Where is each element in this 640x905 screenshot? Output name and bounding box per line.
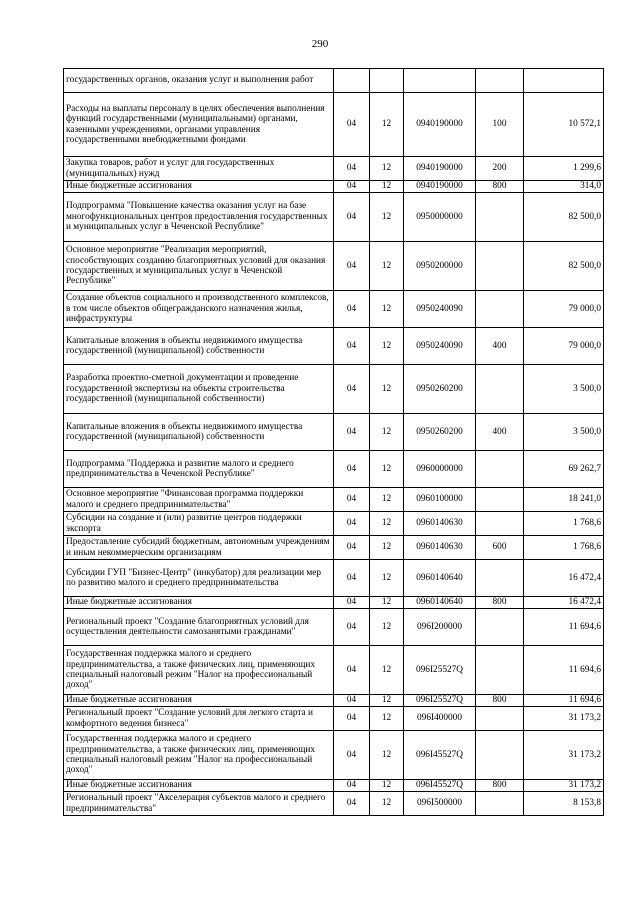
- row-target-article: 0940190000: [404, 181, 476, 193]
- row-name: Государственная поддержка малого и среднего предпринимательства, а также физических лиц, применяющих специальный налоговый режим "Налог на профессиональный доход": [64, 646, 334, 695]
- row-amount: 8 153,8: [524, 792, 604, 816]
- row-target-article: 0950260200: [404, 414, 476, 451]
- table-row: [64, 560, 604, 597]
- row-subsection-code: 12: [370, 512, 404, 536]
- table-row: [64, 536, 604, 560]
- row-name: Закупка товаров, работ и услуг для государственных (муниципальных) нужд: [64, 157, 334, 181]
- row-expense-type: 400: [476, 414, 524, 451]
- row-amount: 79 000,0: [524, 291, 604, 328]
- row-target-article: 0960140630: [404, 536, 476, 560]
- row-section-code: 04: [334, 695, 370, 707]
- row-subsection-code: 12: [370, 328, 404, 365]
- row-amount: 82 500,0: [524, 242, 604, 291]
- row-amount: [524, 69, 604, 93]
- row-amount: 1 768,6: [524, 536, 604, 560]
- row-subsection-code: 12: [370, 560, 404, 597]
- row-expense-type: [476, 512, 524, 536]
- row-expense-type: 800: [476, 695, 524, 707]
- row-target-article: 096I25527Q: [404, 646, 476, 695]
- row-expense-type: 600: [476, 536, 524, 560]
- row-name: Подпрограмма "Повышение качества оказания услуг на базе многофункциональных центров предоставления государственных и муниципальных услуг в Чеченской Республике": [64, 193, 334, 242]
- row-name: Субсидии на создание и (или) развитие центров поддержки экспорта: [64, 512, 334, 536]
- row-section-code: 04: [334, 646, 370, 695]
- table-row: [64, 365, 604, 414]
- row-section-code: 04: [334, 291, 370, 328]
- row-target-article: 0950000000: [404, 193, 476, 242]
- row-target-article: 096I45527Q: [404, 780, 476, 792]
- row-subsection-code: 12: [370, 780, 404, 792]
- row-target-article: 0940190000: [404, 93, 476, 157]
- row-target-article: 0960000000: [404, 451, 476, 488]
- row-expense-type: [476, 291, 524, 328]
- row-name: Региональный проект "Создание условий для легкого старта и комфортного ведения бизнеса": [64, 707, 334, 731]
- row-section-code: 04: [334, 597, 370, 609]
- table-row: [64, 597, 604, 609]
- row-name: Капитальные вложения в объекты недвижимого имущества государственной (муниципальной) собственности: [64, 414, 334, 451]
- row-target-article: 096I45527Q: [404, 731, 476, 780]
- row-name: Субсидии ГУП "Бизнес-Центр" (инкубатор) для реализации мер по развитию малого и среднего предпринимательства: [64, 560, 334, 597]
- row-subsection-code: 12: [370, 707, 404, 731]
- table-row: [64, 242, 604, 291]
- budget-table: [63, 68, 604, 816]
- row-target-article: 0950240090: [404, 328, 476, 365]
- table-row: [64, 609, 604, 646]
- row-expense-type: [476, 792, 524, 816]
- row-name: Основное мероприятие "Финансовая программа поддержки малого и среднего предпринимательства": [64, 488, 334, 512]
- row-name: Региональный проект "Акселерация субъектов малого и среднего предпринимательства": [64, 792, 334, 816]
- row-subsection-code: 12: [370, 646, 404, 695]
- row-name: Разработка проектно-сметной документации и проведение государственной экспертизы на объекты строительства государственной (муниципальной собственности): [64, 365, 334, 414]
- row-expense-type: 100: [476, 93, 524, 157]
- row-amount: 314,0: [524, 181, 604, 193]
- row-expense-type: [476, 242, 524, 291]
- row-amount: 31 173,2: [524, 731, 604, 780]
- row-name: Предоставление субсидий бюджетным, автономным учреждениям и иным некоммерческим организациям: [64, 536, 334, 560]
- row-name: Расходы на выплаты персоналу в целях обеспечения выполнения функций государственными (муниципальными) органами, казенными учреждениями, органами управления государственными внебюджетными фондами: [64, 93, 334, 157]
- row-target-article: 0950200000: [404, 242, 476, 291]
- row-section-code: 04: [334, 780, 370, 792]
- row-section-code: 04: [334, 414, 370, 451]
- table-row: [64, 328, 604, 365]
- table-row: [64, 451, 604, 488]
- row-target-article: 096I200000: [404, 609, 476, 646]
- row-target-article: 0940190000: [404, 157, 476, 181]
- row-amount: 31 173,2: [524, 780, 604, 792]
- row-subsection-code: 12: [370, 731, 404, 780]
- row-subsection-code: 12: [370, 291, 404, 328]
- row-subsection-code: 12: [370, 365, 404, 414]
- row-subsection-code: 12: [370, 695, 404, 707]
- row-expense-type: 200: [476, 157, 524, 181]
- row-amount: 10 572,1: [524, 93, 604, 157]
- row-target-article: 0960140640: [404, 597, 476, 609]
- row-expense-type: [476, 731, 524, 780]
- row-subsection-code: 12: [370, 597, 404, 609]
- row-amount: 16 472,4: [524, 597, 604, 609]
- row-expense-type: [476, 365, 524, 414]
- row-amount: 79 000,0: [524, 328, 604, 365]
- row-section-code: 04: [334, 365, 370, 414]
- row-target-article: 0950240090: [404, 291, 476, 328]
- row-subsection-code: 12: [370, 193, 404, 242]
- row-section-code: [334, 69, 370, 93]
- table-row: [64, 731, 604, 780]
- row-amount: 1 299,6: [524, 157, 604, 181]
- row-subsection-code: 12: [370, 181, 404, 193]
- row-expense-type: [476, 193, 524, 242]
- table-row: [64, 69, 604, 93]
- row-target-article: 0960140630: [404, 512, 476, 536]
- table-row: [64, 181, 604, 193]
- table-row: [64, 291, 604, 328]
- row-amount: 11 694,6: [524, 646, 604, 695]
- row-expense-type: [476, 488, 524, 512]
- table-row: [64, 646, 604, 695]
- row-section-code: 04: [334, 488, 370, 512]
- row-name: государственных органов, оказания услуг и выполнения работ: [64, 69, 334, 93]
- table-row: [64, 488, 604, 512]
- row-amount: 18 241,0: [524, 488, 604, 512]
- row-subsection-code: [370, 69, 404, 93]
- row-name: Капитальные вложения в объекты недвижимого имущества государственной (муниципальной) собственности: [64, 328, 334, 365]
- row-section-code: 04: [334, 157, 370, 181]
- row-name: Основное мероприятие "Реализация мероприятий, способствующих созданию благоприятных условий для оказания государственных и муниципальных услуг в Чеченской Республике": [64, 242, 334, 291]
- row-expense-type: 800: [476, 780, 524, 792]
- row-expense-type: [476, 560, 524, 597]
- row-subsection-code: 12: [370, 414, 404, 451]
- row-amount: 3 500,0: [524, 414, 604, 451]
- row-section-code: 04: [334, 707, 370, 731]
- row-expense-type: 400: [476, 328, 524, 365]
- row-section-code: 04: [334, 512, 370, 536]
- row-expense-type: 800: [476, 597, 524, 609]
- row-target-article: 096I500000: [404, 792, 476, 816]
- row-section-code: 04: [334, 536, 370, 560]
- row-target-article: 096I400000: [404, 707, 476, 731]
- row-amount: 31 173,2: [524, 707, 604, 731]
- row-name: Подпрограмма "Поддержка и развитие малого и среднего предпринимательства в Чеченской Республике": [64, 451, 334, 488]
- table-row: [64, 707, 604, 731]
- row-expense-type: [476, 707, 524, 731]
- row-amount: 1 768,6: [524, 512, 604, 536]
- row-subsection-code: 12: [370, 157, 404, 181]
- row-target-article: [404, 69, 476, 93]
- row-section-code: 04: [334, 609, 370, 646]
- row-name: Иные бюджетные ассигнования: [64, 695, 334, 707]
- row-subsection-code: 12: [370, 792, 404, 816]
- row-subsection-code: 12: [370, 451, 404, 488]
- row-section-code: 04: [334, 181, 370, 193]
- table-row: [64, 792, 604, 816]
- row-name: Иные бюджетные ассигнования: [64, 780, 334, 792]
- row-subsection-code: 12: [370, 536, 404, 560]
- row-target-article: 0950260200: [404, 365, 476, 414]
- row-section-code: 04: [334, 93, 370, 157]
- table-row: [64, 414, 604, 451]
- budget-table-body: [64, 69, 604, 816]
- row-subsection-code: 12: [370, 609, 404, 646]
- row-expense-type: [476, 646, 524, 695]
- row-amount: 11 694,6: [524, 695, 604, 707]
- table-row: [64, 157, 604, 181]
- table-row: [64, 695, 604, 707]
- row-name: Иные бюджетные ассигнования: [64, 597, 334, 609]
- row-expense-type: [476, 69, 524, 93]
- row-target-article: 0960140640: [404, 560, 476, 597]
- row-amount: 69 262,7: [524, 451, 604, 488]
- row-amount: 11 694,6: [524, 609, 604, 646]
- row-section-code: 04: [334, 328, 370, 365]
- table-row: [64, 512, 604, 536]
- row-expense-type: [476, 609, 524, 646]
- table-row: [64, 780, 604, 792]
- row-name: Региональный проект "Создание благоприятных условий для осуществления деятельности самозанятыми гражданами": [64, 609, 334, 646]
- row-subsection-code: 12: [370, 488, 404, 512]
- row-amount: 3 500,0: [524, 365, 604, 414]
- row-target-article: 0960100000: [404, 488, 476, 512]
- table-row: [64, 93, 604, 157]
- row-target-article: 096I25527Q: [404, 695, 476, 707]
- row-expense-type: [476, 451, 524, 488]
- row-name: Создание объектов социального и производственного комплексов, в том числе объектов общегражданского назначения жилья, инфраструктуры: [64, 291, 334, 328]
- row-name: Государственная поддержка малого и среднего предпринимательства, а также физических лиц, применяющих специальный налоговый режим "Налог на профессиональный доход": [64, 731, 334, 780]
- row-section-code: 04: [334, 193, 370, 242]
- row-section-code: 04: [334, 560, 370, 597]
- row-section-code: 04: [334, 242, 370, 291]
- row-expense-type: 800: [476, 181, 524, 193]
- row-subsection-code: 12: [370, 93, 404, 157]
- row-section-code: 04: [334, 731, 370, 780]
- row-subsection-code: 12: [370, 242, 404, 291]
- row-amount: 82 500,0: [524, 193, 604, 242]
- page-number: 290: [311, 38, 329, 50]
- table-row: [64, 193, 604, 242]
- row-section-code: 04: [334, 451, 370, 488]
- row-amount: 16 472,4: [524, 560, 604, 597]
- row-name: Иные бюджетные ассигнования: [64, 181, 334, 193]
- row-section-code: 04: [334, 792, 370, 816]
